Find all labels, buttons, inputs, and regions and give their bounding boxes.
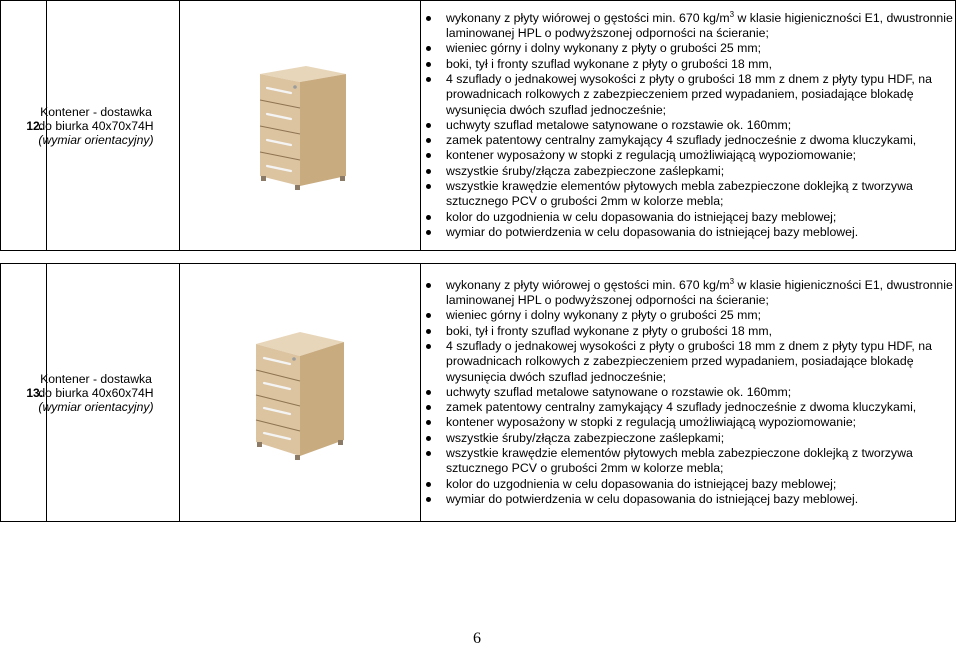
item-description-cell <box>421 1 956 251</box>
spec-item: zamek patentowy centralny zamykający 4 szuflady jednocześnie z dwoma kluczykami, <box>421 400 955 415</box>
spec-item: wszystkie śruby/złącza zabezpieczone zaślepkami; <box>421 431 955 446</box>
spec-item: boki, tył i fronty szuflad wykonane z płyty o grubości 18 mm, <box>421 324 955 339</box>
spec-item: wymiar do potwierdzenia w celu dopasowania do istniejącej bazy meblowej. <box>421 492 955 507</box>
spec-item: kolor do uzgodnienia w celu dopasowania do istniejącej bazy meblowej; <box>421 477 955 492</box>
spec-item: wszystkie krawędzie elementów płytowych mebla zabezpieczone doklejką z tworzywa sztucznego PCV o grubości 2mm w kolorze mebla; <box>421 446 955 477</box>
spec-item: kontener wyposażony w stopki z regulacją umożliwiającą wypoziomowanie; <box>421 148 955 163</box>
table-row-12 <box>1 1 956 251</box>
spec-item: wieniec górny i dolny wykonany z płyty o grubości 25 mm; <box>421 308 955 323</box>
spec-item: boki, tył i fronty szuflad wykonane z płyty o grubości 18 mm, <box>421 57 955 72</box>
spec-item: zamek patentowy centralny zamykający 4 szuflady jednocześnie z dwoma kluczykami, <box>421 133 955 148</box>
spec-item: wykonany z płyty wiórowej o gęstości min. 670 $kg/m^3$ w klasie higieniczności E1, dwustronnie laminowanej HPL o podwyższonej odporności na ścieranie; <box>421 11 955 42</box>
spec-item: kolor do uzgodnienia w celu dopasowania do istniejącej bazy meblowej; <box>421 210 955 225</box>
spec-list <box>421 11 955 240</box>
item-name-line2: do biurka 40x60x74H <box>38 385 154 400</box>
page-number: 6 <box>473 630 481 647</box>
spec-item: 4 szuflady o jednakowej wysokości z płyty o grubości 18 mm z dnem z płyty typu HDF, na prowadnicach rolkowych z zabezpieczeniem przed wypadaniem, posiadające blokadę wysunięcia dwóch szuflad jednocześnie; <box>421 339 955 385</box>
item-name-line1: Kontener - dostawka <box>40 104 152 119</box>
item-name-cell <box>38 264 180 522</box>
spec-item: wszystkie krawędzie elementów płytowych mebla zabezpieczone doklejką z tworzywa sztucznego PCV o grubości 2mm w kolorze mebla; <box>421 179 955 210</box>
item-number: 13. <box>26 385 43 400</box>
item-name-note: (wymiar orientacyjny) <box>38 399 154 414</box>
spec-item: wieniec górny i dolny wykonany z płyty o grubości 25 mm; <box>421 41 955 56</box>
spec-item: kontener wyposażony w stopki z regulacją umożliwiającą wypoziomowanie; <box>421 415 955 430</box>
row-separator <box>1 251 956 264</box>
item-name-note: (wymiar orientacyjny) <box>38 132 154 147</box>
item-image-cell <box>180 1 421 251</box>
item-name-cell <box>38 1 180 251</box>
item-number: 12. <box>26 118 43 133</box>
item-description-cell <box>421 264 956 522</box>
spec-item: wszystkie śruby/złącza zabezpieczone zaślepkami; <box>421 164 955 179</box>
spec-item: wykonany z płyty wiórowej o gęstości min. 670 $kg/m^3$ w klasie higieniczności E1, dwustronnie laminowanej HPL o podwyższonej odporności na ścieranie; <box>421 278 955 309</box>
item-name-line2: do biurka 40x70x74H <box>38 118 154 133</box>
spec-item: uchwyty szuflad metalowe satynowane o rozstawie ok. 160mm; <box>421 118 955 133</box>
table-row-13 <box>1 264 956 522</box>
item-name-line1: Kontener - dostawka <box>40 371 152 386</box>
item-image-cell <box>180 264 421 522</box>
spec-item: 4 szuflady o jednakowej wysokości z płyty o grubości 18 mm z dnem z płyty typu HDF, na prowadnicach rolkowych z zabezpieczeniem przed wypadaniem, posiadające blokadę wysunięcia dwóch szuflad jednocześnie; <box>421 72 955 118</box>
spec-item: wymiar do potwierdzenia w celu dopasowania do istniejącej bazy meblowej. <box>421 225 955 240</box>
spec-list <box>421 278 955 507</box>
spec-item: uchwyty szuflad metalowe satynowane o rozstawie ok. 160mm; <box>421 385 955 400</box>
drawer-cabinet-image <box>244 330 356 464</box>
drawer-cabinet-image <box>246 64 356 194</box>
